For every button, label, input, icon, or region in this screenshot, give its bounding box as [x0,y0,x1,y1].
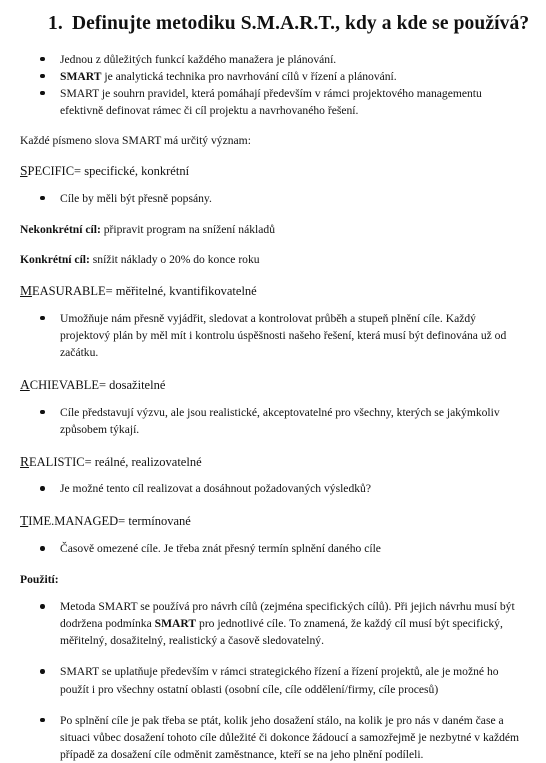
measurable-heading: MEASURABLE= měřitelné, kvantifikovatelné [20,282,257,298]
concrete-goal: Konkrétní cíl: snížit náklady o 20% do konce roku [20,252,260,266]
timed-bullet: Časově omezené cíle. Je třeba znát přesný termín splnění daného cíle [60,540,526,557]
nonconcrete-goal: Nekonkrétní cíl: připravit program na snížení nákladů [20,222,276,236]
specific-heading: SPECIFIC= specifické, konkrétní [20,162,190,178]
usage-bullet-2: SMART se uplatňuje především v rámci strategického řízení a řízení projektů, ale je možné ho použít i pro všechny ostatní oblasti (osobní cíle, cíle oddělení/firmy, cíle procesů) [60,663,526,697]
smart-bold: SMART [60,69,102,83]
intro-bullet-1: Jednou z důležitých funkcí každého manažera je plánování. [60,51,526,68]
question-title: Definujte metodiku S.M.A.R.T., kdy a kde se používá? [72,13,530,34]
timed-heading: TIME.MANAGED= termínované [20,513,191,529]
intro-list [20,51,526,119]
timed-list [20,540,526,557]
usage-bullet-3: Po splnění cíle je pak třeba se ptát, kolik jeho dosažení stálo, na kolik je pro nás v daném čase a situaci vůbec dosažení tohoto cíle důležité či dokonce žádoucí a samozřejmě je nezbytné v každém případě za dosažení cíle odměnit zaměstnance, kteří se na jeho plnění podíleli. [60,712,526,763]
specific-bullet: Cíle by měli být přesně popsány. [60,190,526,207]
question-heading [48,10,530,39]
usage-bullet-1: Metoda SMART se používá pro návrh cílů (zejména specifických cílů). Při jejich návrhu musí být dodržena podmínka SMART pro jednotlivé cíle. To znamená, že každý cíl musí být specifický, měřitelný, dosažitelný, realistický a časově sledovatelný. [60,598,526,649]
realistic-list [20,480,526,497]
specific-list [20,190,526,207]
usage-title: Použití: [20,573,59,587]
measurable-list [20,310,526,361]
realistic-heading: REALISTIC= reálné, realizovatelné [20,453,202,469]
realistic-bullet: Je možné tento cíl realizovat a dosáhnout požadovaných výsledků? [60,480,526,497]
usage-list [20,598,526,762]
question-number: 1. [48,13,63,34]
achievable-heading: ACHIEVABLE= dosažitelné [20,376,166,392]
achievable-list [20,404,526,438]
lead-paragraph: Každé písmeno slova SMART má určitý význam: [20,133,251,147]
achievable-bullet: Cíle představují výzvu, ale jsou realistické, akceptovatelné pro všechny, kterých se jakýmkoliv způsobem týkají. [60,404,526,438]
intro-bullet-3: SMART je souhrn pravidel, která pomáhají především v rámci projektového managementu efektivně definovat rámec či cíl projektu a navrhovaného řešení. [60,85,526,119]
measurable-bullet: Umožňuje nám přesně vyjádřit, sledovat a kontrolovat průběh a stupeň plnění cíle. Každý projektový plán by měl mít i kontrolu úspěšnosti našeho řešení, která musí být definována už od začátku. [60,310,526,361]
intro-bullet-2: SMART je analytická technika pro navrhování cílů v řízení a plánování. [60,68,526,85]
